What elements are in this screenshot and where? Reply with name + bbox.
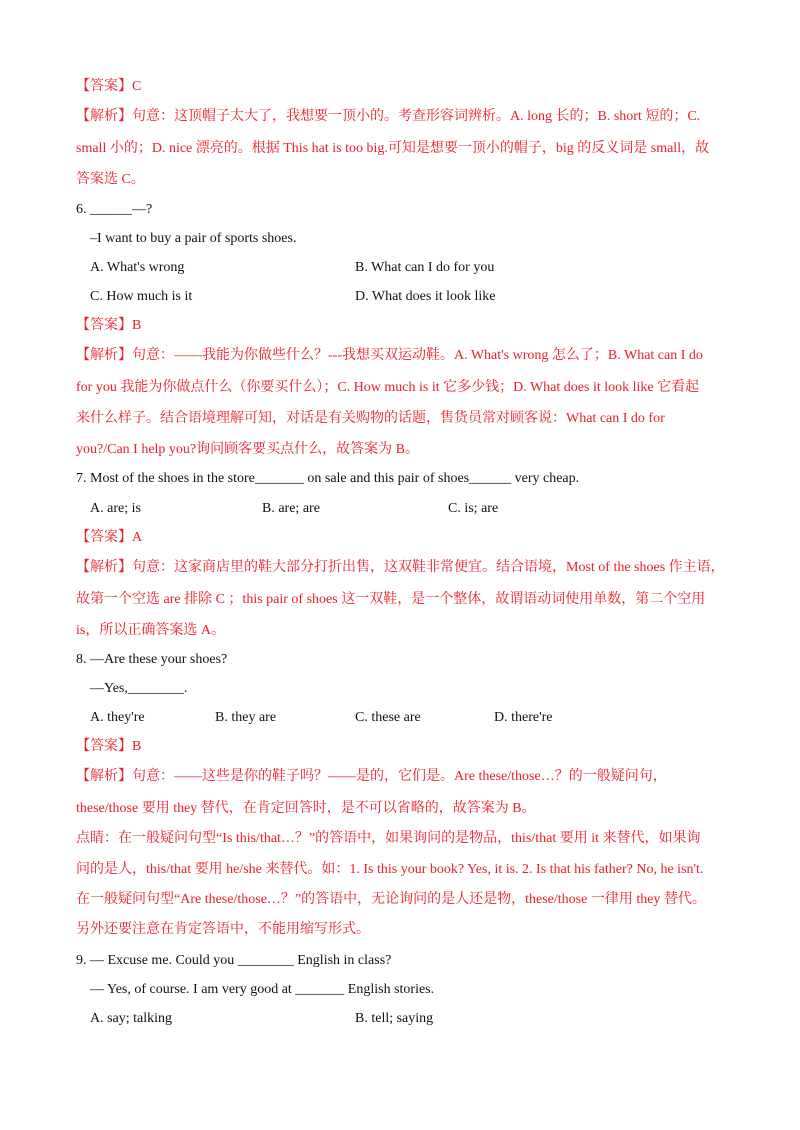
q8-analysis-line-6: 另外还要注意在肯定答语中，不能用缩写形式。: [76, 922, 370, 937]
q5-analysis-line-3: 答案选 C。: [76, 172, 145, 187]
q8-option-d: D. there're: [494, 710, 553, 725]
q6-option-c: C. How much is it: [90, 289, 193, 304]
q8-reply: —Yes,________.: [90, 681, 188, 696]
q6-analysis-line-1: 【解析】句意：——我能为你做些什么？---我想买双运动鞋。A. What's wrong 怎么了；B. What can I do: [76, 348, 703, 363]
q8-option-a: A. they're: [90, 710, 145, 725]
q8-option-c: C. these are: [355, 710, 421, 725]
q9-stem: 9. — Excuse me. Could you ________ English in class?: [76, 953, 392, 968]
q8-stem: 8. —Are these your shoes?: [76, 652, 228, 667]
q9-reply: — Yes, of course. I am very good at _______ English stories.: [90, 982, 435, 997]
q8-answer: 【答案】B: [76, 739, 142, 754]
q6-option-a: A. What's wrong: [90, 260, 185, 275]
q7-analysis-line-1: 【解析】句意：这家商店里的鞋大部分打折出售，这双鞋非常便宜。结合语境，Most of the shoes 作主语，: [76, 560, 725, 575]
q8-analysis-line-4: 问的是人，this/that 要用 he/she 来替代。如：1. Is this your book? Yes, it is. 2. Is that his father? No, he isn't.: [76, 862, 704, 877]
q6-analysis-line-3: 来什么样子。结合语境理解可知，对话是有关购物的话题，售货员常对顾客说：What can I do for: [76, 411, 665, 426]
q9-option-b: B. tell; saying: [355, 1011, 434, 1026]
q8-analysis-line-2: these/those 要用 they 替代，在肯定回答时，是不可以省略的，故答案为 B。: [76, 801, 536, 816]
q6-option-b: B. What can I do for you: [355, 260, 495, 275]
q7-option-c: C. is; are: [448, 501, 499, 516]
q7-stem: 7. Most of the shoes in the store_______ on sale and this pair of shoes______ very cheap.: [76, 471, 580, 486]
q6-answer: 【答案】B: [76, 318, 142, 333]
q6-reply: –I want to buy a pair of sports shoes.: [90, 231, 297, 246]
q6-stem: 6. ______—?: [76, 202, 153, 217]
q6-option-d: D. What does it look like: [355, 289, 496, 304]
q7-option-a: A. are; is: [90, 501, 141, 516]
q8-option-b: B. they are: [215, 710, 277, 725]
q6-analysis-line-4: you?/Can I help you?询问顾客要买点什么，故答案为 B。: [76, 442, 419, 457]
q8-analysis-line-1: 【解析】句意：——这些是你的鞋子吗？——是的，它们是。Are these/those…？的一般疑问句，: [76, 769, 667, 784]
q7-option-b: B. are; are: [262, 501, 320, 516]
q8-analysis-line-3: 点睛：在一般疑问句型“Is this/that…？”的答语中，如果询问的是物品，this/that 要用 it 来替代，如果询: [76, 831, 701, 846]
q7-analysis-line-2: 故第一个空选 are 排除 C ；this pair of shoes 这一双鞋，是一个整体，故谓语动词使用单数，第二个空用: [76, 592, 706, 607]
q9-option-a: A. say; talking: [90, 1011, 173, 1026]
q7-answer: 【答案】A: [76, 530, 143, 545]
q5-analysis-line-2: small 小的；D. nice 漂亮的。根据 This hat is too big.可知是想要一顶小的帽子，big 的反义词是 small，故: [76, 141, 710, 156]
q8-analysis-line-5: 在一般疑问句型“Are these/those…？”的答语中，无论询问的是人还是物，these/those 一律用 they 替代。: [76, 892, 706, 907]
q7-analysis-line-3: is，所以正确答案选 A。: [76, 623, 225, 638]
q5-analysis-line-1: 【解析】句意：这顶帽子太大了，我想要一顶小的。考查形容词辨析。A. long 长的；B. short 短的；C.: [76, 109, 701, 124]
q5-answer: 【答案】C: [76, 79, 142, 94]
q6-analysis-line-2: for you 我能为你做点什么（你要买什么）；C. How much is it 它多少钱；D. What does it look like 它看起: [76, 380, 700, 395]
